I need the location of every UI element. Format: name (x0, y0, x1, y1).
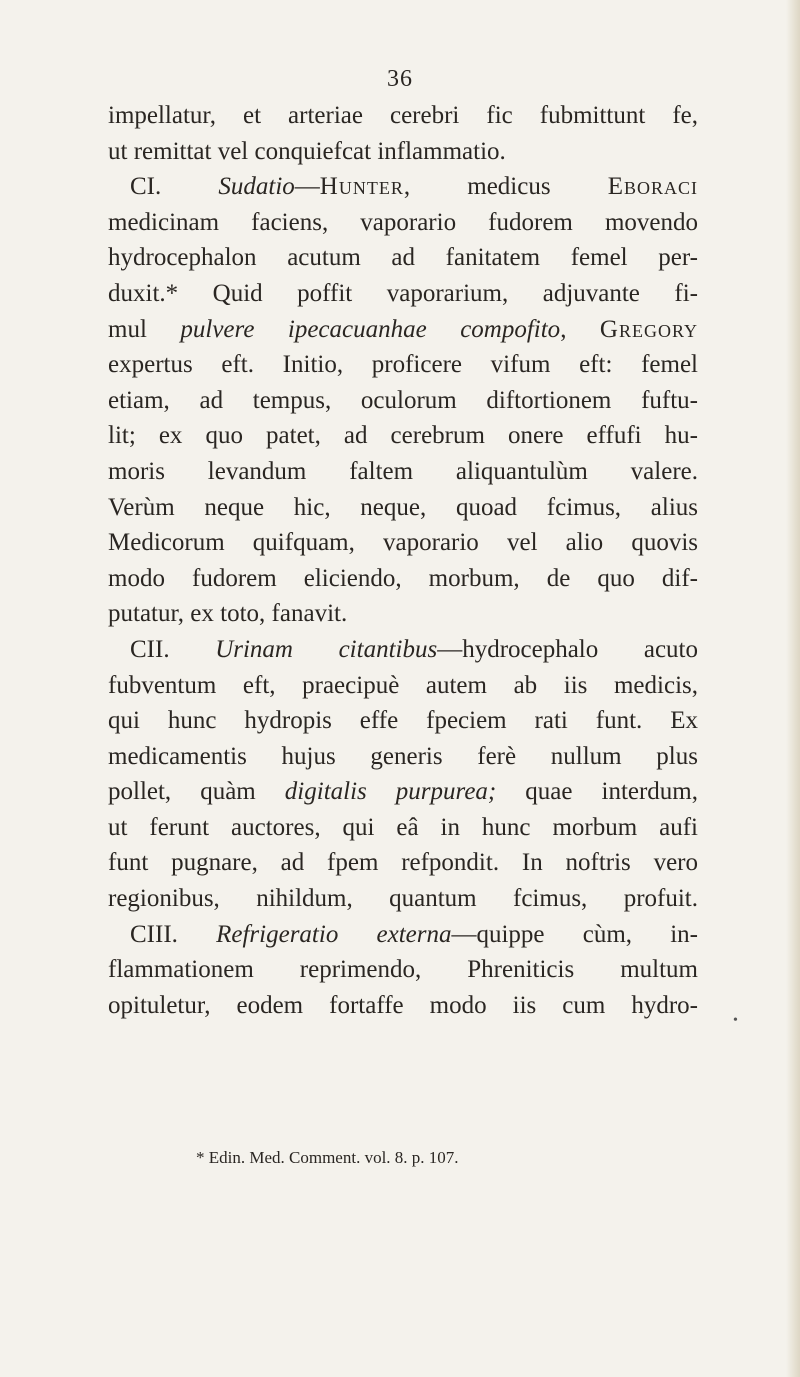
text-line (108, 525, 698, 561)
text-line (108, 596, 698, 632)
text-line (108, 169, 698, 205)
text-line (108, 490, 698, 526)
italic-term: pulvere ipecacuanhae compofito (180, 315, 561, 343)
text-run: impellatur, et arteriae cerebri fic fubmittunt fe, (108, 102, 698, 129)
text-run: pollet, quàm (108, 778, 285, 806)
text-line (108, 418, 698, 454)
text-run: Verùm neque hic, neque, quoad fcimus, alius (108, 493, 698, 521)
text-line (108, 810, 698, 846)
text-line (108, 561, 698, 597)
text-run: — (294, 173, 320, 201)
text-line (108, 276, 698, 312)
text-run: funt pugnare, ad fpem refpondit. In noftris vero (108, 849, 698, 877)
body-text (108, 98, 698, 1023)
text-line (108, 917, 698, 953)
text-run: fubventum eft, praecipuè autem ab iis medicis, (108, 671, 698, 699)
text-line (108, 347, 698, 383)
text-run: medicamentis hujus generis ferè nullum plus (108, 742, 698, 770)
text-line (108, 739, 698, 775)
page-edge-shadow (786, 0, 800, 1377)
text-run: , (560, 315, 600, 343)
text-line (108, 632, 698, 668)
text-run: duxit.* Quid poffit vaporarium, adjuvante fi- (108, 279, 698, 307)
text-run: medicinam faciens, vaporario fudorem movendo (108, 208, 698, 236)
text-line (108, 383, 698, 419)
italic-term: digitalis purpurea; (284, 778, 497, 806)
text-run: mul (108, 315, 181, 343)
text-run: ut ferunt auctores, qui eâ in hunc morbum aufi (108, 813, 698, 841)
text-run: hydrocephalon acutum ad fanitatem femel per- (108, 244, 698, 272)
margin-mark: • (733, 1013, 738, 1028)
text-run: CIII. (130, 920, 217, 948)
text-run: quae interdum, (496, 778, 699, 806)
text-run: qui hunc hydropis effe fpeciem rati funt. Ex (108, 707, 698, 735)
text-run: lit; ex quo patet, ad cerebrum onere effufi hu- (108, 422, 698, 450)
name-smallcaps: Hunter (319, 173, 404, 201)
text-line (108, 845, 698, 881)
text-line (108, 312, 698, 348)
footnote: * Edin. Med. Comment. vol. 8. p. 107. (196, 1148, 459, 1167)
text-run: expertus eft. Initio, proficere vifum eft: femel (108, 351, 698, 379)
text-run: CII. (130, 635, 216, 663)
text-line (108, 703, 698, 739)
text-run: moris levandum faltem aliquantulùm valere. (108, 457, 698, 485)
text-run: CI. (130, 173, 219, 201)
text-line (108, 205, 698, 241)
italic-term: Sudatio (218, 173, 295, 201)
text-line (108, 240, 698, 276)
text-run: regionibus, nihildum, quantum fcimus, profuit. (108, 885, 698, 913)
text-run: putatur, ex toto, fanavit. (108, 600, 348, 628)
name-smallcaps: Eboraci (607, 173, 698, 201)
text-run: etiam, ad tempus, oculorum diftortionem fuftu- (108, 386, 698, 414)
page-number: 36 (387, 66, 413, 92)
text-line (108, 454, 698, 490)
text-run: —quippe cùm, in- (451, 920, 698, 948)
italic-term: Refrigeratio externa (216, 920, 452, 948)
text-run: —hydrocephalo acuto (437, 635, 698, 663)
text-line (108, 134, 698, 170)
text-line (108, 774, 698, 810)
text-run: , medicus (403, 173, 608, 201)
text-run: modo fudorem eliciendo, morbum, de quo dif- (108, 564, 698, 592)
text-line (108, 988, 698, 1024)
text-run: Medicorum quifquam, vaporario vel alio quovis (108, 529, 698, 557)
text-line (108, 952, 698, 988)
text-line (108, 881, 698, 917)
text-line (108, 668, 698, 704)
text-run: opituletur, eodem fortaffe modo iis cum hydro- (108, 991, 698, 1019)
italic-term: Urinam citantibus (215, 635, 438, 663)
text-run: ut remittat vel conquiefcat inflammatio. (108, 137, 506, 165)
text-line (108, 98, 698, 134)
name-smallcaps: Gregory (599, 315, 698, 343)
text-run: flammationem reprimendo, Phreniticis multum (108, 956, 698, 984)
